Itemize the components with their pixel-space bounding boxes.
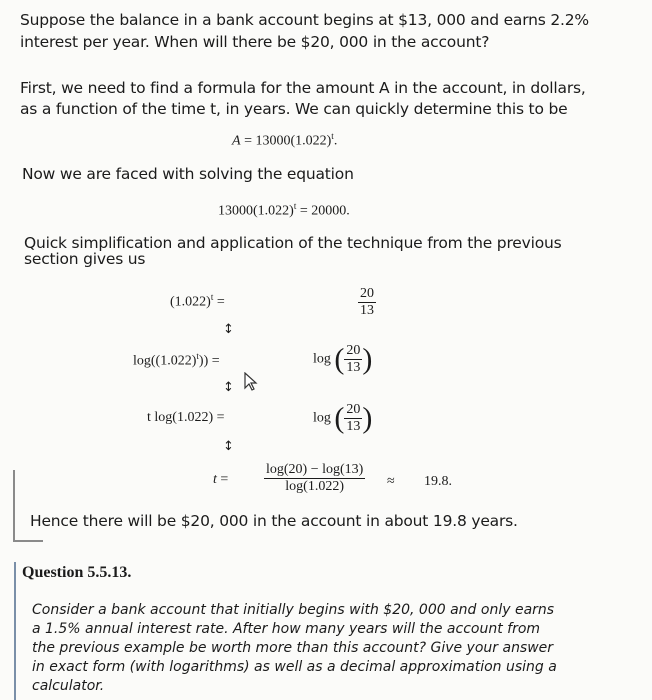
step4-lhs <box>213 472 228 488</box>
solve-intro: Now we are faced with solving the equation <box>22 165 354 183</box>
formula-intro-line-2: as a function of the time t, in years. We can quickly determine this to be <box>20 100 568 118</box>
approx-value: 19.8. <box>424 474 452 489</box>
step2-log: log <box>313 351 331 367</box>
step2-rhs: log ( $\frac{20}{13}$ ) <box>313 342 373 376</box>
example-bracket-foot <box>13 540 43 542</box>
mouse-cursor-icon <box>243 372 259 397</box>
equation-body: 13000(1.022) <box>218 203 294 219</box>
step3-lhs-text: t log(1.022) <box>147 410 214 425</box>
step4-numerator: log(20) − log(13) <box>266 462 364 477</box>
step1-base: (1.022) <box>170 294 211 310</box>
updown-arrow-icon: ↕ <box>223 322 234 337</box>
step4-denominator: log(1.022) <box>285 479 345 494</box>
step1-exp: t <box>210 292 214 302</box>
formula-exponent: t <box>331 131 334 141</box>
formula-end: . <box>333 133 338 149</box>
updown-arrow-icon: ↕ <box>223 439 234 454</box>
formula-eq: = <box>244 133 252 149</box>
equation-rest: = 20000. <box>296 203 350 219</box>
conclusion: Hence there will be $20, 000 in the account in about 19.8 years. <box>30 512 518 530</box>
step2-denominator: 13 <box>346 360 361 375</box>
equation <box>218 201 350 220</box>
question-rule <box>14 562 16 700</box>
example-bracket <box>13 470 15 542</box>
simplify-line-1: Quick simplification and application of the technique from the previous <box>24 234 562 252</box>
equation-exponent: t <box>293 201 297 211</box>
formula-intro-line-1: First, we need to find a formula for the amount A in the account, in dollars, <box>20 79 586 97</box>
step3-numerator: 20 <box>346 402 361 417</box>
step2-lhs <box>133 351 220 370</box>
approx-sign: ≈ <box>387 474 395 489</box>
step2-numerator: 20 <box>346 343 361 358</box>
question-title: Question 5.5.13. <box>22 564 132 581</box>
step2-lhs-a: log((1.022) <box>133 353 197 369</box>
step3-log: log <box>313 410 331 426</box>
intro-line-1: Suppose the balance in a bank account begins at $13, 000 and earns 2.2% <box>20 11 589 29</box>
step4-eq: = <box>220 472 229 487</box>
step2-exp: t <box>196 351 199 361</box>
step4-lhs-text: t <box>213 472 217 487</box>
step1-numerator: 20 <box>360 286 374 301</box>
step3-rhs: log ( $\frac{20}{13}$ ) <box>313 401 373 435</box>
step3-lhs <box>147 410 225 426</box>
step2-eq: = <box>211 353 220 369</box>
step1-rhs <box>358 286 376 319</box>
question-body: Consider a bank account that initially begins with $20, 000 and only earns a 1.5% annual interest rate. After how many years will the account from the previous example be worth more than this account? Give your answer in exact form (with logarithms) as well as a decimal approximation using a calculator. <box>32 602 557 694</box>
intro-line-2: interest per year. When will there be $20, 000 in the account? <box>20 33 490 51</box>
simplify-line-2: section gives us <box>24 250 146 268</box>
updown-arrow-icon: ↕ <box>223 380 234 395</box>
step1-eq: = <box>216 294 225 310</box>
step4-rhs <box>264 462 365 495</box>
step1-lhs <box>170 292 225 311</box>
step3-denominator: 13 <box>346 419 361 434</box>
formula-lhs: A <box>232 133 241 149</box>
step2-lhs-b: )) <box>198 353 209 369</box>
formula-body: 13000(1.022) <box>255 133 332 149</box>
step1-denominator: 13 <box>360 303 374 318</box>
amount-formula <box>232 131 337 150</box>
step3-eq: = <box>216 410 225 425</box>
